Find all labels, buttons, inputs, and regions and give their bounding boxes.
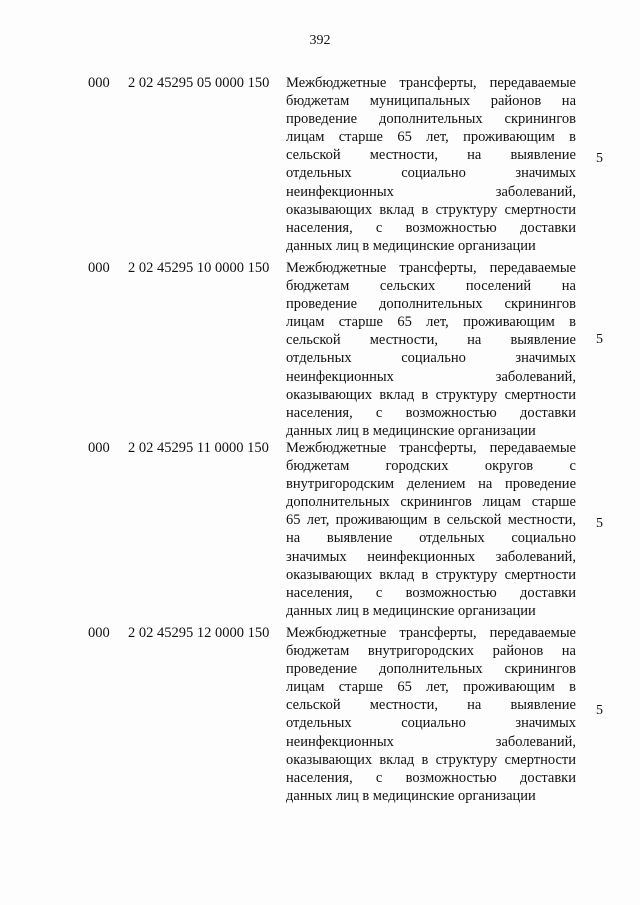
description-line: Межбюджетные трансферты, передаваемые [286,625,576,641]
row-kbk-code: 2 02 45295 11 0000 150 [128,440,269,456]
description-line: отдельных социально значимых [286,165,576,182]
row-description [286,439,576,620]
row-amount: 5 [596,151,603,166]
description-line: неинфекционных [286,733,394,750]
description-line: проведение дополнительных скринингов [286,661,576,678]
description-line: бюджетам городских округов с [286,458,576,475]
description-line: 65 лет, проживающим в сельской местности, [286,512,576,529]
description-line: оказывающих вклад в структуру смертности [286,566,576,583]
description-line: лицам старше 65 лет, проживающим в [286,129,576,146]
description-line: неинфекционных заболеваний, [286,183,576,200]
row-code: 000 [88,440,110,456]
description-line: данных лиц в медицинские организации [286,602,536,619]
description-line: населения, с возможностью доставки [286,769,576,786]
description-line: Межбюджетные трансферты, передаваемые [286,75,576,91]
description-line: дополнительных скринингов лицам старше [286,494,576,511]
description-line: лицам старше 65 лет, проживающим в [286,314,576,331]
row-amount: 5 [596,516,603,531]
description-line: сельской местности, на выявление [286,147,576,164]
row-code: 000 [88,260,110,276]
row-description [286,624,576,805]
description-line: неинфекционных заболеваний, [286,368,576,385]
row-description [286,74,576,255]
row-code: 000 [88,75,110,91]
row-kbk-code: 2 02 45295 10 0000 150 [128,260,270,276]
description-line: оказывающих вклад в структуру смертности [286,201,576,218]
description-line: данных лиц в медицинские организации [286,422,536,439]
description-line: бюджетам сельских поселений на [286,278,576,295]
description-line: отдельных социально значимых [286,350,576,367]
description-line: данных лиц в медицинские организации [286,787,536,804]
row-kbk-code: 2 02 45295 12 0000 150 [128,625,270,641]
description-line: проведение дополнительных скринингов [286,296,576,313]
row-amount: 5 [596,332,603,347]
description-line: Межбюджетные трансферты, передаваемые [286,260,576,276]
description-line: населения, с возможностью доставки [286,219,576,236]
description-line: внутригородским делением на проведение [286,476,576,493]
description-line: данных лиц в медицинские организации [286,237,536,254]
description-line: населения, с возможностью доставки [286,584,576,601]
row-code: 000 [88,625,110,641]
description-line: сельской местности, на выявление [286,697,576,714]
description-line: оказывающих вклад в структуру смертности [286,386,576,403]
description-line: оказывающих вклад в структуру смертности [286,751,576,768]
page-number: 392 [309,33,331,48]
description-line: отдельных социально значимых [286,715,576,732]
description-line: на выявление отдельных социально [286,530,576,547]
description-line: населения, с возможностью доставки [286,404,576,421]
description-line: сельской местности, на выявление [286,332,576,349]
description-line: лицам старше 65 лет, проживающим в [286,679,576,696]
description-line: бюджетам внутригородских районов на [286,643,576,660]
description-line: значимых неинфекционных заболеваний, [286,548,576,565]
description-line: бюджетам муниципальных районов на [286,93,576,110]
description-line: заболеваний, [495,733,576,750]
description-line: проведение дополнительных скринингов [286,111,576,128]
row-kbk-code: 2 02 45295 05 0000 150 [128,75,270,91]
row-description [286,259,576,440]
row-amount: 5 [596,703,603,718]
description-line: Межбюджетные трансферты, передаваемые [286,440,576,456]
